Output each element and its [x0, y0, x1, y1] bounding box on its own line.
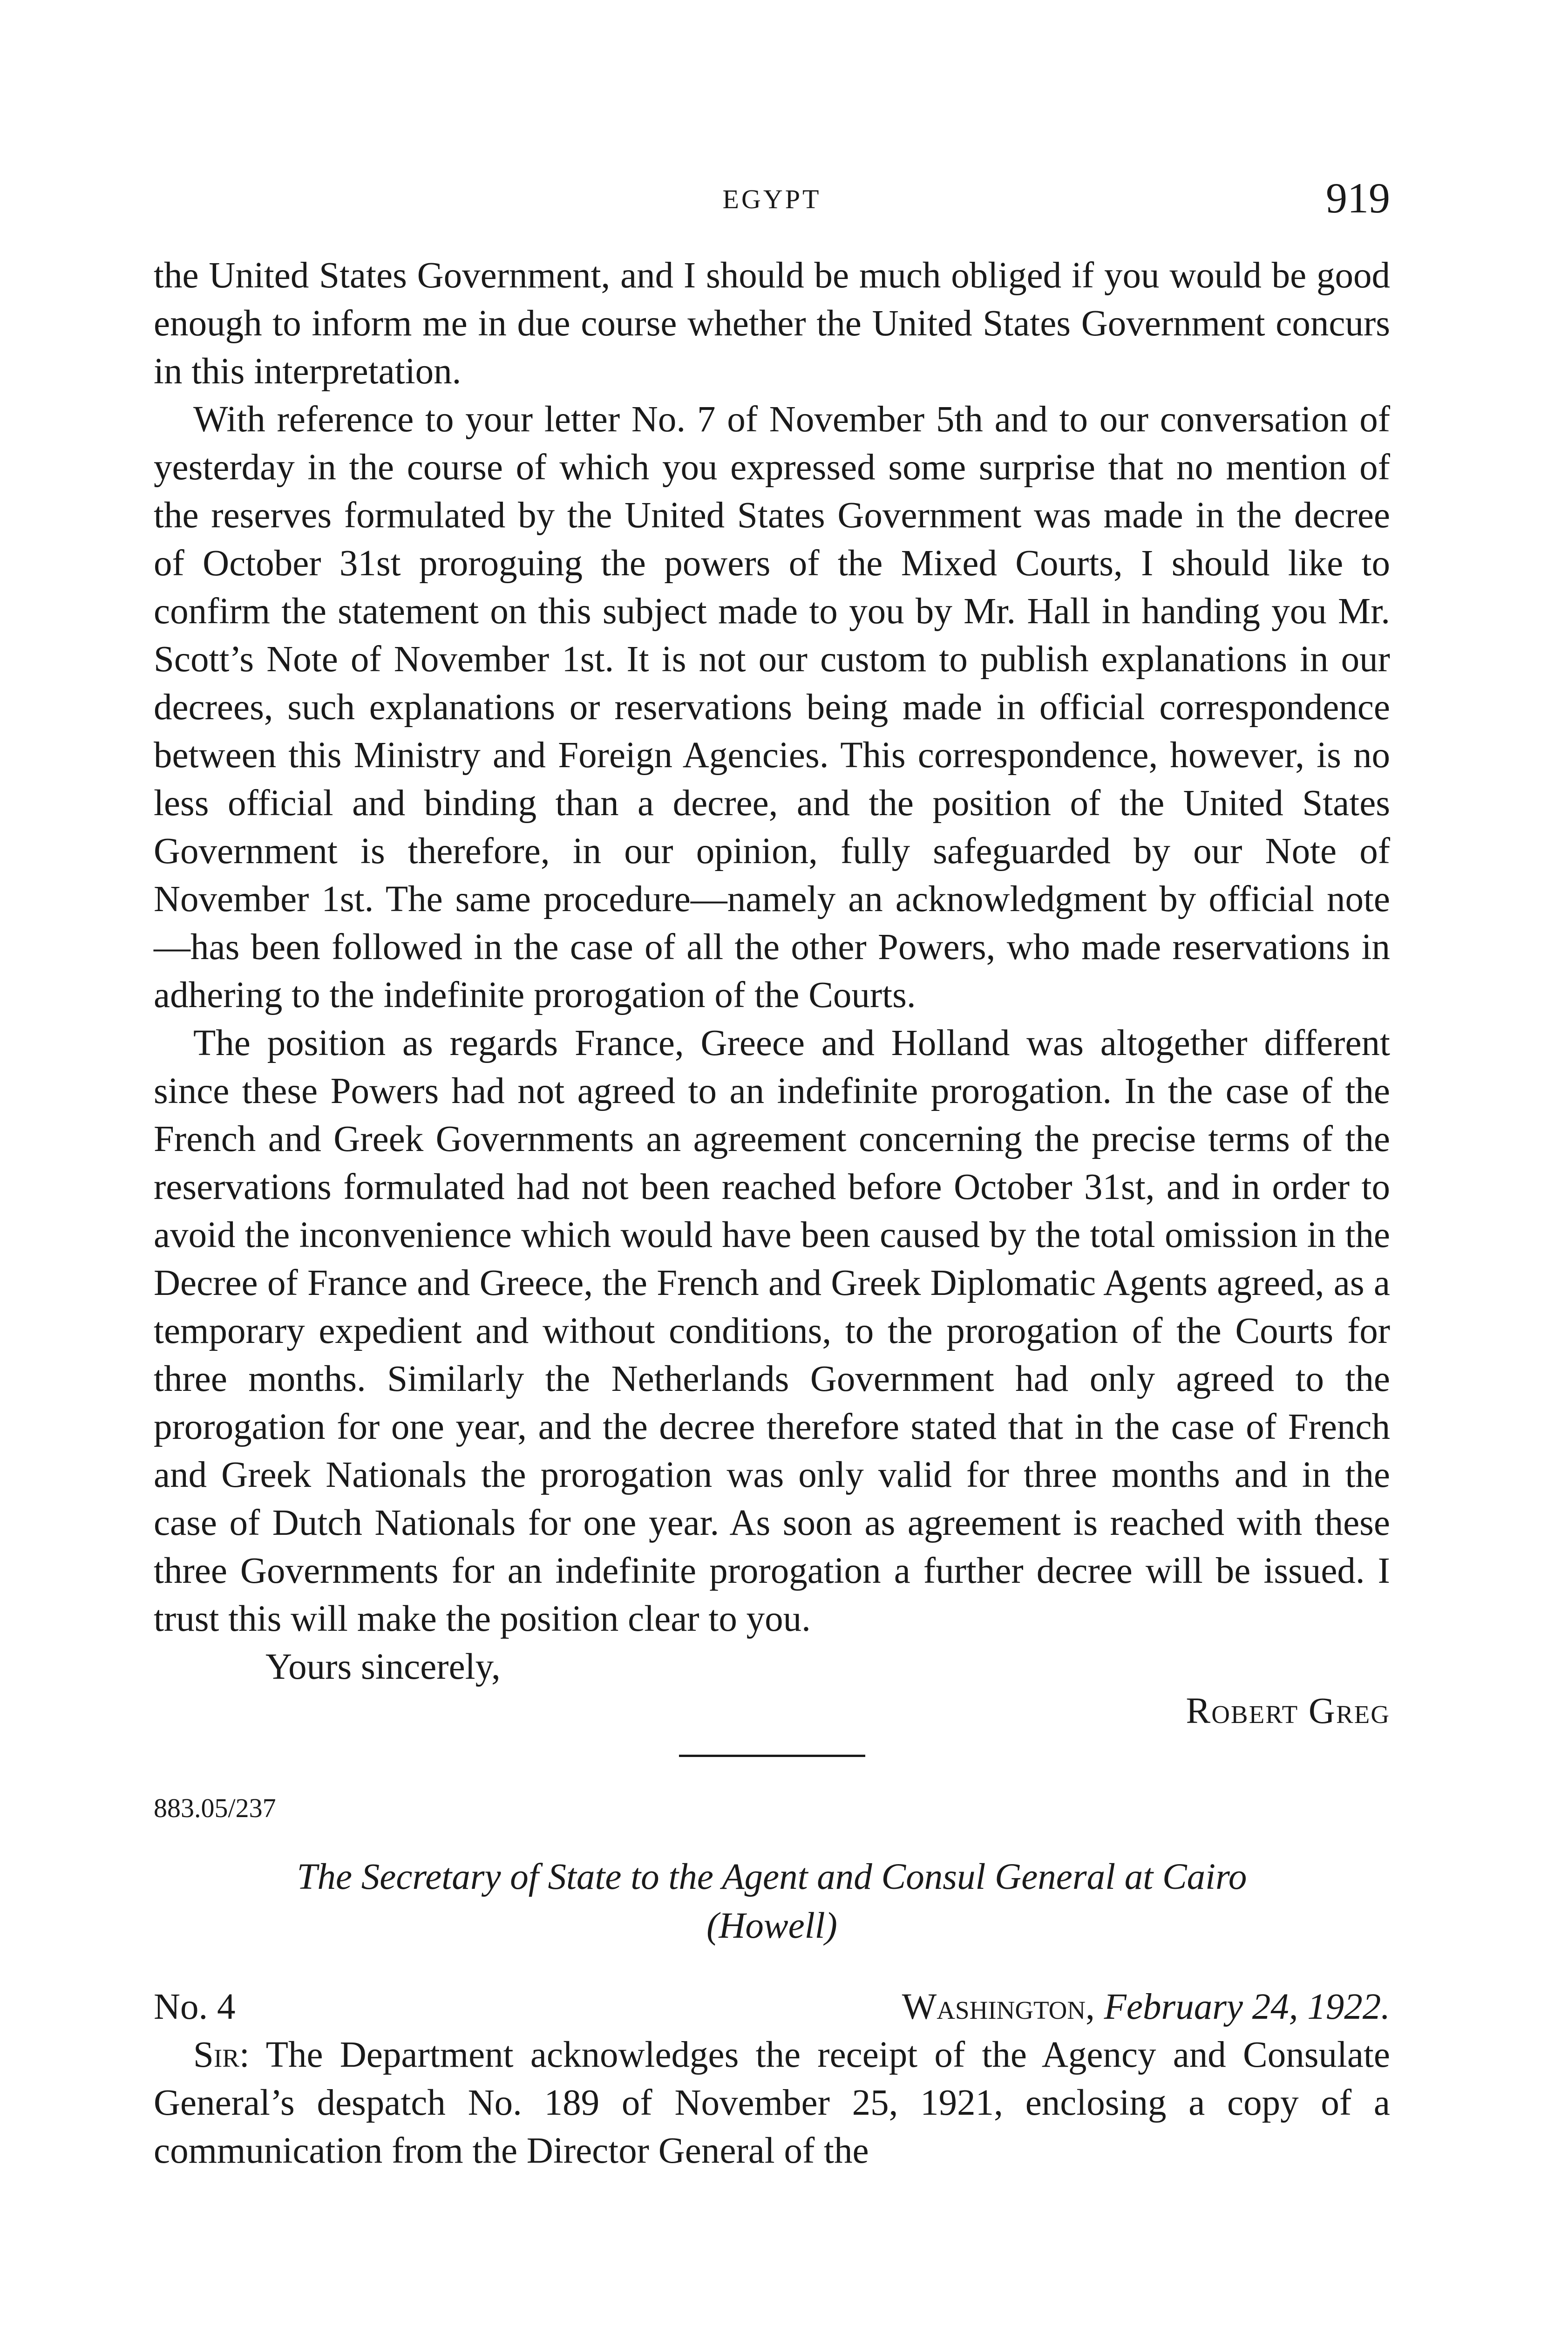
document-title [154, 1852, 1390, 1950]
document-title-line-2: (Howell) [706, 1906, 837, 1946]
dateline-place: Washington, [902, 1987, 1095, 2027]
page-number: 919 [1326, 174, 1390, 222]
section-divider [679, 1755, 865, 1757]
file-number: 883.05/237 [154, 1793, 276, 1823]
signature: Robert Greg [1186, 1691, 1390, 1731]
letter-paragraph-3: The position as regards France, Greece and Holland was altogether different since these Powers had not agreed to an indefinite prorogation. In the case of the French and Greek Governments an agreement concerning the precise terms of the reservations formulated had not been reached before October 31st, and in order to avoid the inconvenience which would have been caused by the total omission in the Decree of France and Greece, the French and Greek Diplomatic Agents agreed, as a temporary expedient and without conditions, to the prorogation of the Courts for three months. Similarly the Netherlands Government had only agreed to the prorogation for one year, and the decree therefore stated that in the case of French and Greek Nationals the prorogation was only valid for three months and in the case of Dutch Nationals for one year. As soon as agreement is reached with these three Governments for an indefinite prorogation a further decree will be issued. I trust this will make the position clear to you. [154, 1023, 1390, 1639]
document-title-line-1: The Secretary of State to the Agent and Consul General at Cairo [297, 1857, 1247, 1897]
place-and-date [902, 1983, 1390, 2031]
letter-closing [154, 1643, 1390, 1745]
despatch-paragraph-text: The Department acknowledges the receipt of the Agency and Consulate General’s despatch No. 189 of November 25, 1921, enclosing a copy of a communication from the Director General of the [154, 2035, 1390, 2171]
running-head: EGYPT [722, 184, 821, 214]
complimentary-close: Yours sincerely, [265, 1647, 501, 1687]
despatch-number: No. 4 [154, 1987, 236, 2027]
despatch-paragraph-1 [154, 2031, 1390, 2175]
dateline [154, 1983, 1390, 2031]
dateline-date: February 24, 1922. [1104, 1987, 1390, 2027]
letter-paragraph-2: With reference to your letter No. 7 of November 5th and to our conversation of yesterday in the course of which you expressed some surprise that no mention of the reserves formulated by the United States Government was made in the decree of October 31st proroguing the powers of the Mixed Courts, I should like to confirm the statement on this subject made to you by Mr. Hall in handing you Mr. Scott’s Note of November 1st. It is not our custom to publish explanations in our decrees, such explanations or reservations being made in official correspondence between this Ministry and Foreign Agencies. This correspondence, however, is no less official and binding than a decree, and the position of the United States Government is therefore, in our opinion, fully safeguarded by our Note of November 1st. The same procedure—namely an acknowledgment by official note—has been followed in the case of all the other Powers, who made reservations in adhering to the indefinite prorogation of the Courts. [154, 399, 1390, 1015]
page-body [154, 252, 1390, 2175]
letter-paragraph-1: the United States Government, and I should be much obliged if you would be good enough to inform me in due course whether the United States Government concurs in this interpretation. [154, 255, 1390, 392]
salutation: Sir: [193, 2035, 250, 2075]
page-header [154, 173, 1390, 225]
